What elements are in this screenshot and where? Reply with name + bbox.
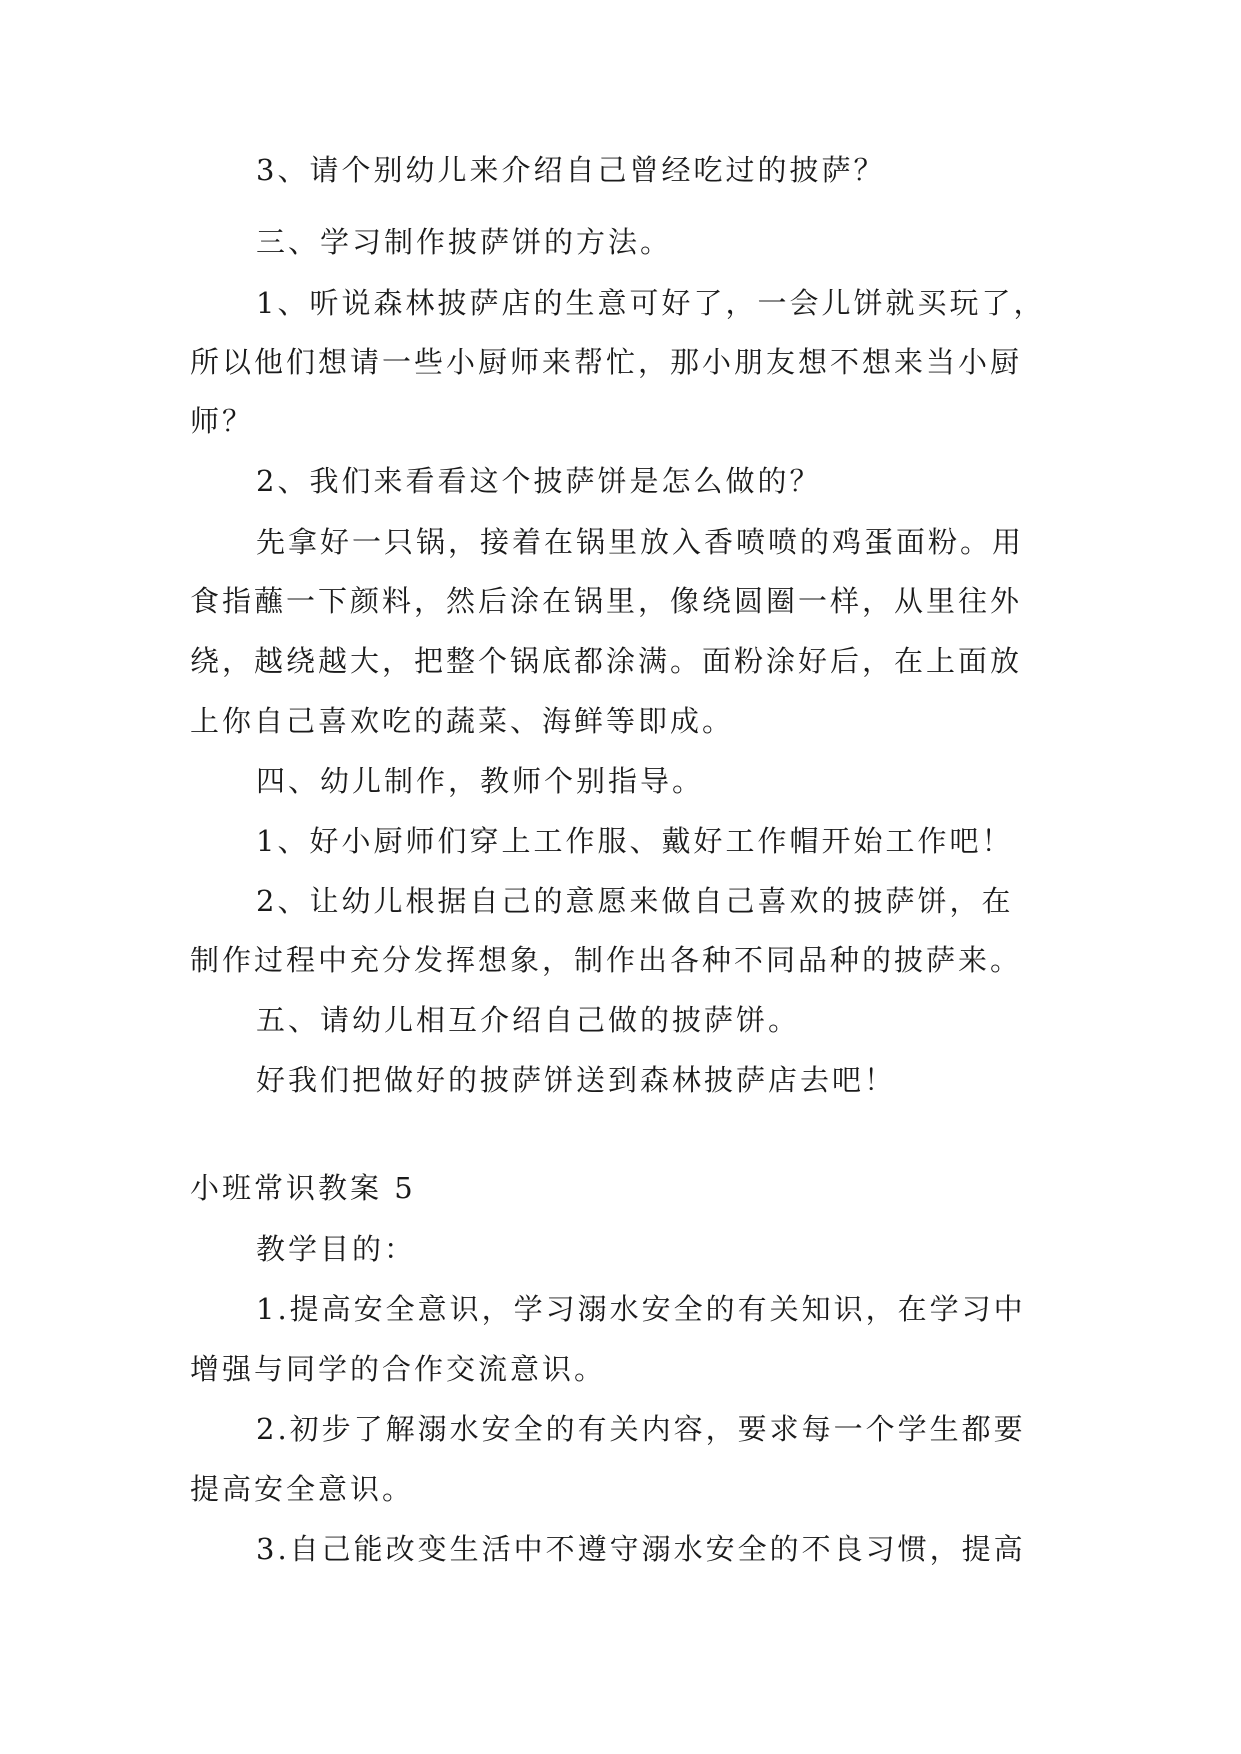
subheading: 教学目的： (256, 1232, 417, 1266)
paragraph-line: 3、请个别幼儿来介绍自己曾经吃过的披萨？ (256, 153, 886, 187)
paragraph-line: 2、让幼儿根据自己的意愿来做自己喜欢的披萨饼，在 (256, 884, 1014, 918)
paragraph-line: 2、我们来看看这个披萨饼是怎么做的？ (256, 464, 822, 498)
section-heading: 四、幼儿制作，教师个别指导。 (256, 764, 705, 798)
paragraph-line: 提高安全意识。 (190, 1472, 415, 1506)
paragraph-line: 绕，越绕越大，把整个锅底都涂满。面粉涂好后，在上面放 (190, 644, 1023, 678)
paragraph-line: 2.初步了解溺水安全的有关内容，要求每一个学生都要 (256, 1412, 1026, 1446)
paragraph-line: 1、听说森林披萨店的生意可好了，一会儿饼就买玩了， (256, 286, 1046, 320)
paragraph-line: 1、好小厨师们穿上工作服、戴好工作帽开始工作吧！ (256, 824, 1014, 858)
paragraph-line: 食指蘸一下颜料，然后涂在锅里，像绕圆圈一样，从里往外 (190, 584, 1023, 618)
paragraph-line: 先拿好一只锅，接着在锅里放入香喷喷的鸡蛋面粉。用 (256, 525, 1025, 559)
paragraph-line: 制作过程中充分发挥想象，制作出各种不同品种的披萨来。 (190, 943, 1023, 977)
paragraph-line: 1.提高安全意识，学习溺水安全的有关知识，在学习中 (256, 1292, 1026, 1326)
lesson-title: 小班常识教案 5 (190, 1171, 416, 1205)
paragraph-line: 3.自己能改变生活中不遵守溺水安全的不良习惯，提高 (256, 1532, 1026, 1566)
section-heading: 五、请幼儿相互介绍自己做的披萨饼。 (256, 1003, 801, 1037)
paragraph-line: 好我们把做好的披萨饼送到森林披萨店去吧！ (256, 1063, 897, 1097)
paragraph-line: 上你自己喜欢吃的蔬菜、海鲜等即成。 (190, 704, 735, 738)
paragraph-line: 增强与同学的合作交流意识。 (190, 1352, 607, 1386)
section-heading: 三、学习制作披萨饼的方法。 (256, 225, 673, 259)
paragraph-line: 所以他们想请一些小厨师来帮忙，那小朋友想不想来当小厨 (190, 345, 1023, 379)
paragraph-line: 师？ (190, 404, 255, 438)
